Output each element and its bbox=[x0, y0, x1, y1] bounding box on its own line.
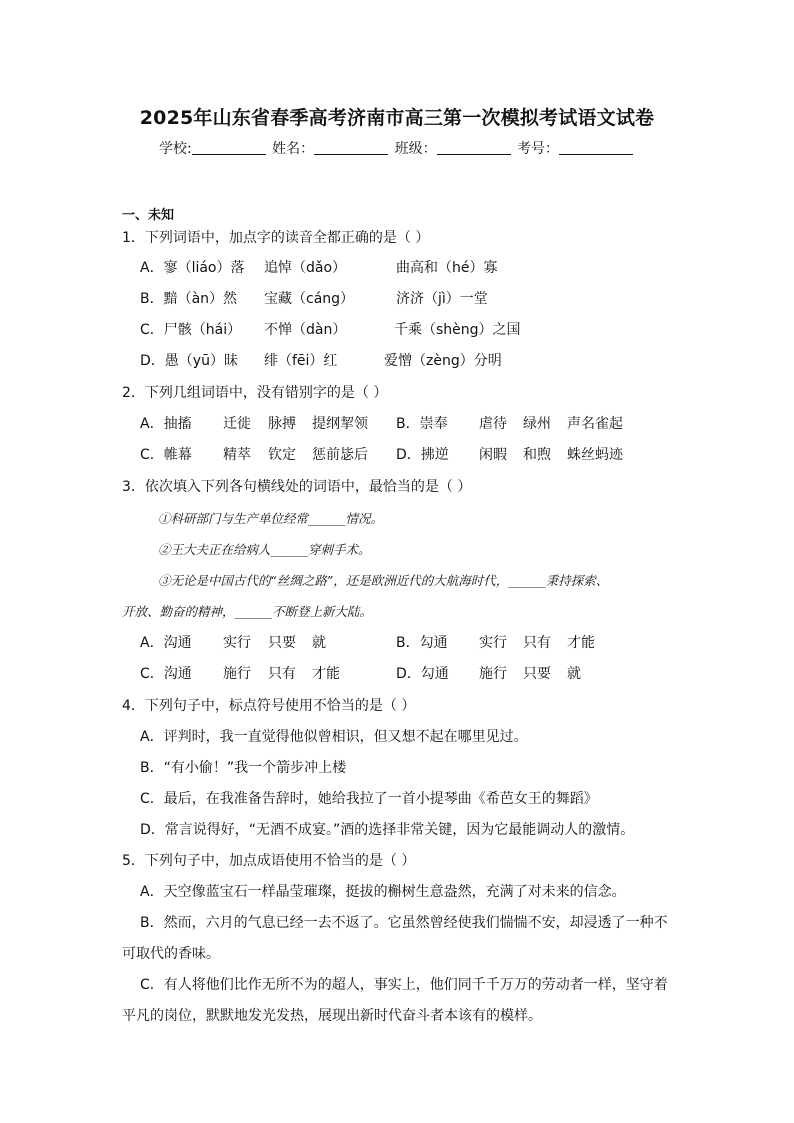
q3-d-word: 就 bbox=[567, 666, 581, 682]
q4-option-a[interactable]: A．评判时，我一直觉得他似曾相识，但又想不起在哪里见过。 bbox=[140, 729, 528, 745]
q2-d-word: 和煦 bbox=[523, 447, 551, 463]
q3-row-1 bbox=[0, 634, 794, 652]
q2-option-b[interactable]: B．崇奉 bbox=[396, 416, 448, 432]
q3-d-word: 施行 bbox=[479, 666, 507, 682]
q3-d-word: 只要 bbox=[523, 666, 551, 682]
q1-a-2: 追悼（dǎo） bbox=[264, 260, 347, 276]
q3-a-word: 就 bbox=[312, 635, 326, 651]
q3-row-2 bbox=[0, 665, 794, 683]
q1-a-3: 曲高和（hé）寡 bbox=[396, 260, 498, 276]
q4-stem: 4．下列句子中，标点符号使用不恰当的是（ ） bbox=[122, 698, 416, 714]
q3-a-word: 实行 bbox=[223, 635, 251, 651]
q1-b-1: B．黯（àn）然 bbox=[140, 291, 238, 307]
student-info-line bbox=[0, 138, 794, 158]
q3-c-word: 才能 bbox=[312, 666, 340, 682]
q5-option-c[interactable]: C．有人将他们比作无所不为的超人，事实上，他们同千千万万的劳动者一样，坚守着 bbox=[140, 977, 668, 993]
q2-a-word: 迁徙 bbox=[223, 416, 251, 432]
q4-option-c[interactable]: C．最后，在我准备告辞时，她给我拉了一首小提琴曲《希芭女王的舞蹈》 bbox=[140, 791, 598, 807]
q2-b-word: 绿州 bbox=[523, 416, 551, 432]
q4-option-d[interactable]: D．常言说得好，“无酒不成宴。”酒的选择非常关键，因为它最能调动人的激情。 bbox=[140, 822, 635, 838]
q3-c-word: 施行 bbox=[223, 666, 251, 682]
q1-d-3: 爱憎（zèng）分明 bbox=[384, 353, 502, 369]
q2-option-d[interactable]: D．拂逆 bbox=[396, 447, 449, 463]
q3-stem: 3．依次填入下列各句横线处的词语中，最恰当的是（ ） bbox=[122, 479, 472, 495]
q3-sentence-3-cont: 开放、勤奋的精神，______不断登上新大陆。 bbox=[122, 604, 373, 619]
q3-option-d[interactable]: D．勾通 bbox=[396, 666, 449, 682]
q3-c-word: 只有 bbox=[268, 666, 296, 682]
q1-c-1: C．尸骸（hái） bbox=[140, 322, 242, 338]
q2-b-word: 声名雀起 bbox=[567, 416, 623, 432]
q3-sentence-3: ③无论是中国古代的“丝绸之路”，还是欧洲近代的大航海时代，______秉持探索、 bbox=[158, 573, 609, 588]
page-title: 2025年山东省春季高考济南市高三第一次模拟考试语文试卷 bbox=[139, 107, 655, 129]
q1-d-2: 绯（fēi）红 bbox=[264, 353, 338, 369]
q1-b-3: 济济（jì）一堂 bbox=[396, 291, 488, 307]
q2-option-a[interactable]: A．抽搐 bbox=[140, 416, 192, 432]
q2-c-word: 精萃 bbox=[223, 447, 251, 463]
q2-b-word: 虐待 bbox=[479, 416, 507, 432]
q1-c-2: 不惮（dàn） bbox=[264, 322, 347, 338]
q5-stem: 5．下列句子中，加点成语使用不恰当的是（ ） bbox=[122, 853, 416, 869]
q2-c-word: 钦定 bbox=[268, 447, 296, 463]
q1-option-d[interactable] bbox=[0, 352, 794, 370]
name-label: 姓名： bbox=[272, 141, 315, 157]
q3-sentence-2: ②王大夫正在给病人______穿刺手术。 bbox=[158, 542, 371, 557]
q2-d-word: 蛛丝蚂迹 bbox=[567, 447, 623, 463]
q3-option-a[interactable]: A．沟通 bbox=[140, 635, 192, 651]
q5-option-b[interactable]: B．然而，六月的气息已经一去不返了。它虽然曾经使我们惴惴不安，却浸透了一种不 bbox=[140, 915, 668, 931]
q1-a-1: A．寥（liáo）落 bbox=[140, 260, 245, 276]
q2-option-c[interactable]: C．帷幕 bbox=[140, 447, 192, 463]
name-field[interactable] bbox=[314, 140, 388, 155]
q1-b-2: 宝藏（cáng） bbox=[264, 291, 355, 307]
section-heading: 一、未知 bbox=[122, 208, 175, 223]
q3-a-word: 只要 bbox=[268, 635, 296, 651]
q3-sentence-1: ①科研部门与生产单位经常______情况。 bbox=[158, 511, 384, 526]
class-field[interactable] bbox=[437, 140, 511, 155]
q2-c-word: 惩前毖后 bbox=[312, 447, 368, 463]
number-field[interactable] bbox=[559, 140, 633, 155]
q1-c-3: 千乘（shèng）之国 bbox=[394, 322, 521, 338]
q3-b-word: 才能 bbox=[567, 635, 595, 651]
q4-option-b[interactable]: B．“有小偷！”我一个箭步冲上楼 bbox=[140, 760, 347, 776]
q3-b-word: 实行 bbox=[479, 635, 507, 651]
q2-a-word: 提纲挈领 bbox=[312, 416, 368, 432]
q5-option-c-cont: 平凡的岗位，默默地发光发热，展现出新时代奋斗者本该有的模样。 bbox=[122, 1008, 542, 1024]
q3-b-word: 只有 bbox=[523, 635, 551, 651]
q1-option-a[interactable] bbox=[0, 259, 794, 277]
q1-d-1: D．愚（yū）昧 bbox=[140, 353, 238, 369]
number-label: 考号： bbox=[517, 141, 560, 157]
q3-option-c[interactable]: C．沟通 bbox=[140, 666, 192, 682]
q1-option-c[interactable] bbox=[0, 321, 794, 339]
q5-option-b-cont: 可取代的香味。 bbox=[122, 946, 220, 962]
q2-row-2 bbox=[0, 446, 794, 464]
q2-stem: 2．下列几组词语中，没有错别字的是（ ） bbox=[122, 385, 388, 401]
q2-row-1 bbox=[0, 415, 794, 433]
school-field[interactable] bbox=[192, 140, 266, 155]
q1-stem: 1．下列词语中，加点字的读音全都正确的是（ ） bbox=[122, 230, 430, 246]
q5-option-a[interactable]: A．天空像蓝宝石一样晶莹璀璨，挺拔的槲树生意盎然，充满了对未来的信念。 bbox=[140, 884, 626, 900]
class-label: 班级： bbox=[394, 141, 437, 157]
q1-option-b[interactable] bbox=[0, 290, 794, 308]
q2-d-word: 闲暇 bbox=[479, 447, 507, 463]
school-label: 学校: bbox=[158, 141, 192, 157]
q3-option-b[interactable]: B．勾通 bbox=[396, 635, 448, 651]
q2-a-word: 脉搏 bbox=[268, 416, 296, 432]
